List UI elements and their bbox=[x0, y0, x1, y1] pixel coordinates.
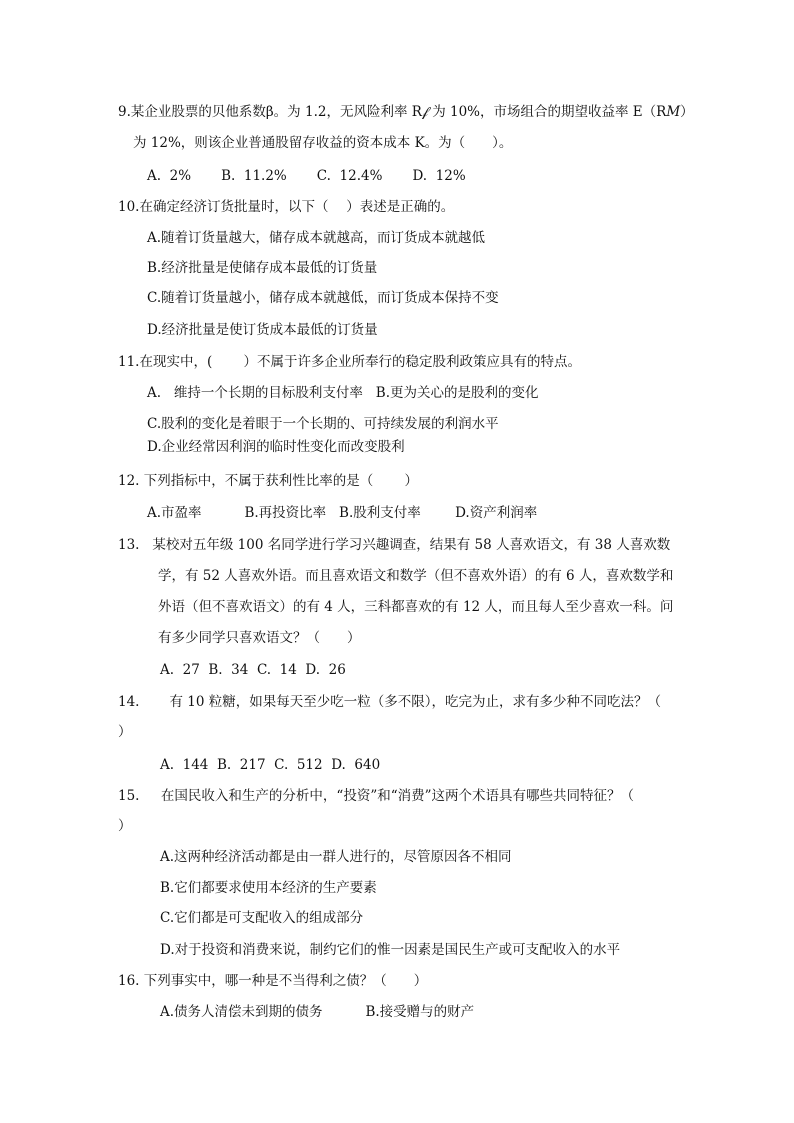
text-line: 外语（但不喜欢语文）的有 4 人，三科都喜欢的有 12 人，而且每人至少喜欢一科。问 bbox=[158, 599, 674, 615]
text-line: 13. 某校对五年级 100 名同学进行学习兴趣调查，结果有 58 人喜欢语文，有 38 人喜欢数 bbox=[118, 537, 671, 553]
text-line: A.市盈率 B.再投资比率 B.股利支付率 D.资产利润率 bbox=[147, 505, 538, 521]
text-line: ） bbox=[118, 724, 132, 740]
text-line: A. 维持一个长期的目标股利支付率 B.更为关心的是股利的变化 bbox=[147, 385, 539, 401]
text-line: A.这两种经济活动都是由一群人进行的，尽管原因各不相同 bbox=[160, 849, 512, 865]
text-line: D.企业经常因利润的临时性变化而改变股利 bbox=[147, 439, 405, 455]
text-line: B.它们都要求使用本经济的生产要素 bbox=[160, 880, 377, 896]
text-line: 9.某企业股票的贝他系数β。为 1.2，无风险利率 R𝒻 为 10%，市场组合的期望收益率 E（R𝑀） bbox=[118, 104, 694, 120]
text-line: 12. 下列指标中，不属于获利性比率的是（ ） bbox=[118, 473, 419, 489]
text-line: A. 2% B. 11.2% C. 12.4% D. 12% bbox=[147, 168, 466, 184]
text-line: ） bbox=[118, 818, 132, 834]
text-line: A.债务人清偿未到期的债务 B.接受赠与的财产 bbox=[160, 1004, 475, 1020]
text-line: 为 12%，则该企业普通股留存收益的资本成本 K。为（ ）。 bbox=[133, 135, 513, 151]
text-line: C.随着订货量越小，储存成本就越低，而订货成本保持不变 bbox=[147, 290, 499, 306]
text-line: A. 144 B. 217 C. 512 D. 640 bbox=[160, 757, 381, 773]
text-line: D.对于投资和消费来说，制约它们的惟一因素是国民生产或可支配收入的水平 bbox=[160, 942, 621, 958]
text-line: 15. 在国民收入和生产的分析中，“投资”和“消费”这两个术语具有哪些共同特征？（ bbox=[118, 788, 635, 804]
text-line: C.它们都是可支配收入的组成部分 bbox=[160, 910, 364, 926]
text-line: 11.在现实中，( ）不属于许多企业所奉行的稳定股利政策应具有的特点。 bbox=[118, 354, 582, 370]
text-line: 14. 有 10 粒糖，如果每天至少吃一粒（多不限），吃完为止，求有多少种不同吃法？（ bbox=[118, 694, 662, 710]
text-line: A.随着订货量越大，储存成本就越高，而订货成本就越低 bbox=[147, 230, 486, 246]
text-line: C.股利的变化是着眼于一个长期的、可持续发展的利润水平 bbox=[147, 416, 499, 432]
text-line: 学，有 52 人喜欢外语。而且喜欢语文和数学（但不喜欢外语）的有 6 人，喜欢数学和 bbox=[158, 568, 674, 584]
text-line: B.经济批量是使储存成本最低的订货量 bbox=[147, 260, 378, 276]
text-line: 10.在确定经济订货批量时，以下（ ）表述是正确的。 bbox=[118, 199, 455, 215]
text-line: A. 27 B. 34 C. 14 D. 26 bbox=[160, 662, 346, 678]
text-line: 16. 下列事实中，哪一种是不当得利之债？（ ） bbox=[118, 973, 428, 989]
text-line: 有多少同学只喜欢语文？（ ） bbox=[158, 630, 361, 646]
text-line: D.经济批量是使订货成本最低的订货量 bbox=[147, 322, 378, 338]
